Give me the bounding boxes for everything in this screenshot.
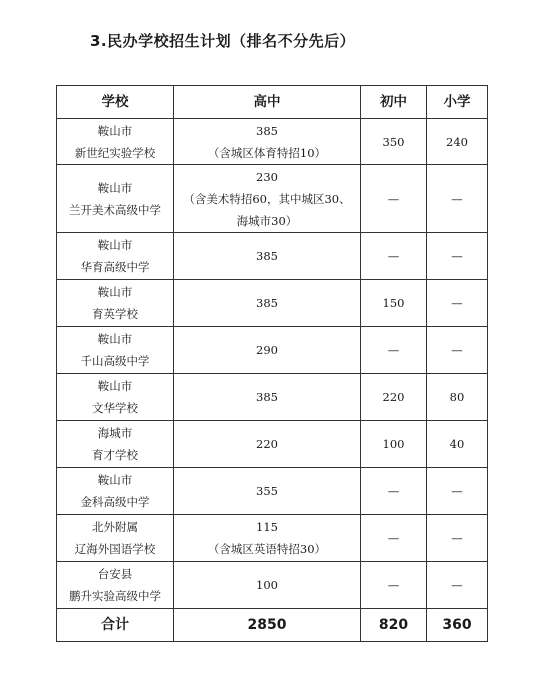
- school-cell: [57, 119, 174, 165]
- primary-school-cell: —: [427, 280, 488, 327]
- cell-line: 385: [256, 390, 278, 404]
- middle-school-cell: 100: [361, 421, 427, 468]
- middle-school-cell: —: [361, 233, 427, 280]
- primary-school-cell: 240: [427, 119, 488, 165]
- header-high-school: 高中: [174, 86, 361, 119]
- cell-line: 辽海外国语学校: [74, 542, 156, 556]
- cell-line: 千山高级中学: [80, 354, 150, 368]
- high-school-cell: [174, 165, 361, 233]
- cell-line: 台安县: [97, 567, 133, 581]
- cell-line: 鞍山市: [97, 473, 133, 487]
- cell-line: （含城区英语特招30）: [207, 542, 327, 556]
- total-middle: 820: [361, 609, 427, 642]
- high-school-cell: [174, 515, 361, 562]
- middle-school-cell: 150: [361, 280, 427, 327]
- primary-school-cell: —: [427, 233, 488, 280]
- cell-line: （含城区体育特招10）: [207, 145, 327, 160]
- header-primary-school: 小学: [427, 86, 488, 119]
- cell-line: 华育高级中学: [80, 260, 150, 274]
- primary-school-cell: —: [427, 165, 488, 233]
- cell-line: 230: [256, 169, 278, 184]
- cell-line: 海城市: [97, 426, 133, 440]
- cell-line: 385: [256, 249, 278, 263]
- table-row: [57, 280, 488, 327]
- table-row: [57, 374, 488, 421]
- cell-line: 385: [256, 296, 278, 310]
- cell-line: 海城市30）: [236, 213, 298, 228]
- cell-line: 鞍山市: [97, 379, 133, 393]
- cell-line: 355: [256, 484, 278, 498]
- high-school-cell: [174, 119, 361, 165]
- cell-line: 鞍山市: [97, 238, 133, 252]
- cell-line: 鞍山市: [97, 285, 133, 299]
- high-school-cell: [174, 468, 361, 515]
- high-school-cell: [174, 280, 361, 327]
- table-row: [57, 233, 488, 280]
- table-row: [57, 327, 488, 374]
- school-cell: [57, 515, 174, 562]
- table-row: [57, 119, 488, 165]
- primary-school-cell: 80: [427, 374, 488, 421]
- total-high: 2850: [174, 609, 361, 642]
- middle-school-cell: 220: [361, 374, 427, 421]
- table-row: [57, 515, 488, 562]
- cell-line: 鞍山市: [97, 180, 133, 195]
- cell-line: 金科高级中学: [80, 495, 150, 509]
- table-body: [57, 119, 488, 609]
- primary-school-cell: —: [427, 515, 488, 562]
- cell-line: 220: [256, 437, 278, 451]
- school-cell: [57, 562, 174, 609]
- school-cell: [57, 327, 174, 374]
- cell-line: 北外附属: [92, 520, 138, 534]
- total-label: 合计: [57, 609, 174, 642]
- high-school-cell: [174, 327, 361, 374]
- primary-school-cell: 40: [427, 421, 488, 468]
- primary-school-cell: —: [427, 468, 488, 515]
- high-school-cell: [174, 233, 361, 280]
- cell-line: 鞍山市: [97, 332, 133, 346]
- middle-school-cell: —: [361, 165, 427, 233]
- school-cell: [57, 165, 174, 233]
- high-school-cell: [174, 562, 361, 609]
- cell-line: 兰开美术高级中学: [69, 202, 161, 217]
- primary-school-cell: —: [427, 562, 488, 609]
- cell-line: 育才学校: [92, 448, 138, 462]
- enrollment-table: [56, 85, 488, 642]
- table-row: [57, 421, 488, 468]
- school-cell: [57, 468, 174, 515]
- school-cell: [57, 280, 174, 327]
- cell-line: 100: [256, 578, 278, 592]
- middle-school-cell: —: [361, 468, 427, 515]
- table-row: [57, 165, 488, 233]
- high-school-cell: [174, 421, 361, 468]
- school-cell: [57, 374, 174, 421]
- total-primary: 360: [427, 609, 488, 642]
- cell-line: 290: [256, 343, 278, 357]
- middle-school-cell: —: [361, 562, 427, 609]
- section-title: 3.民办学校招生计划（排名不分先后）: [90, 32, 356, 50]
- school-cell: [57, 233, 174, 280]
- cell-line: 115: [256, 520, 278, 534]
- cell-line: 新世纪实验学校: [74, 145, 156, 160]
- table-header-row: [57, 86, 488, 119]
- table-row: [57, 468, 488, 515]
- table-row: [57, 562, 488, 609]
- school-cell: [57, 421, 174, 468]
- middle-school-cell: 350: [361, 119, 427, 165]
- total-row: [57, 609, 488, 642]
- cell-line: （含美术特招60，其中城区30、: [183, 191, 351, 206]
- cell-line: 385: [256, 123, 278, 138]
- high-school-cell: [174, 374, 361, 421]
- cell-line: 育英学校: [92, 307, 138, 321]
- middle-school-cell: —: [361, 327, 427, 374]
- header-middle-school: 初中: [361, 86, 427, 119]
- cell-line: 鞍山市: [97, 123, 133, 138]
- cell-line: 文华学校: [92, 401, 138, 415]
- cell-line: 鹏升实验高级中学: [69, 589, 161, 603]
- primary-school-cell: —: [427, 327, 488, 374]
- header-school: 学校: [57, 86, 174, 119]
- middle-school-cell: —: [361, 515, 427, 562]
